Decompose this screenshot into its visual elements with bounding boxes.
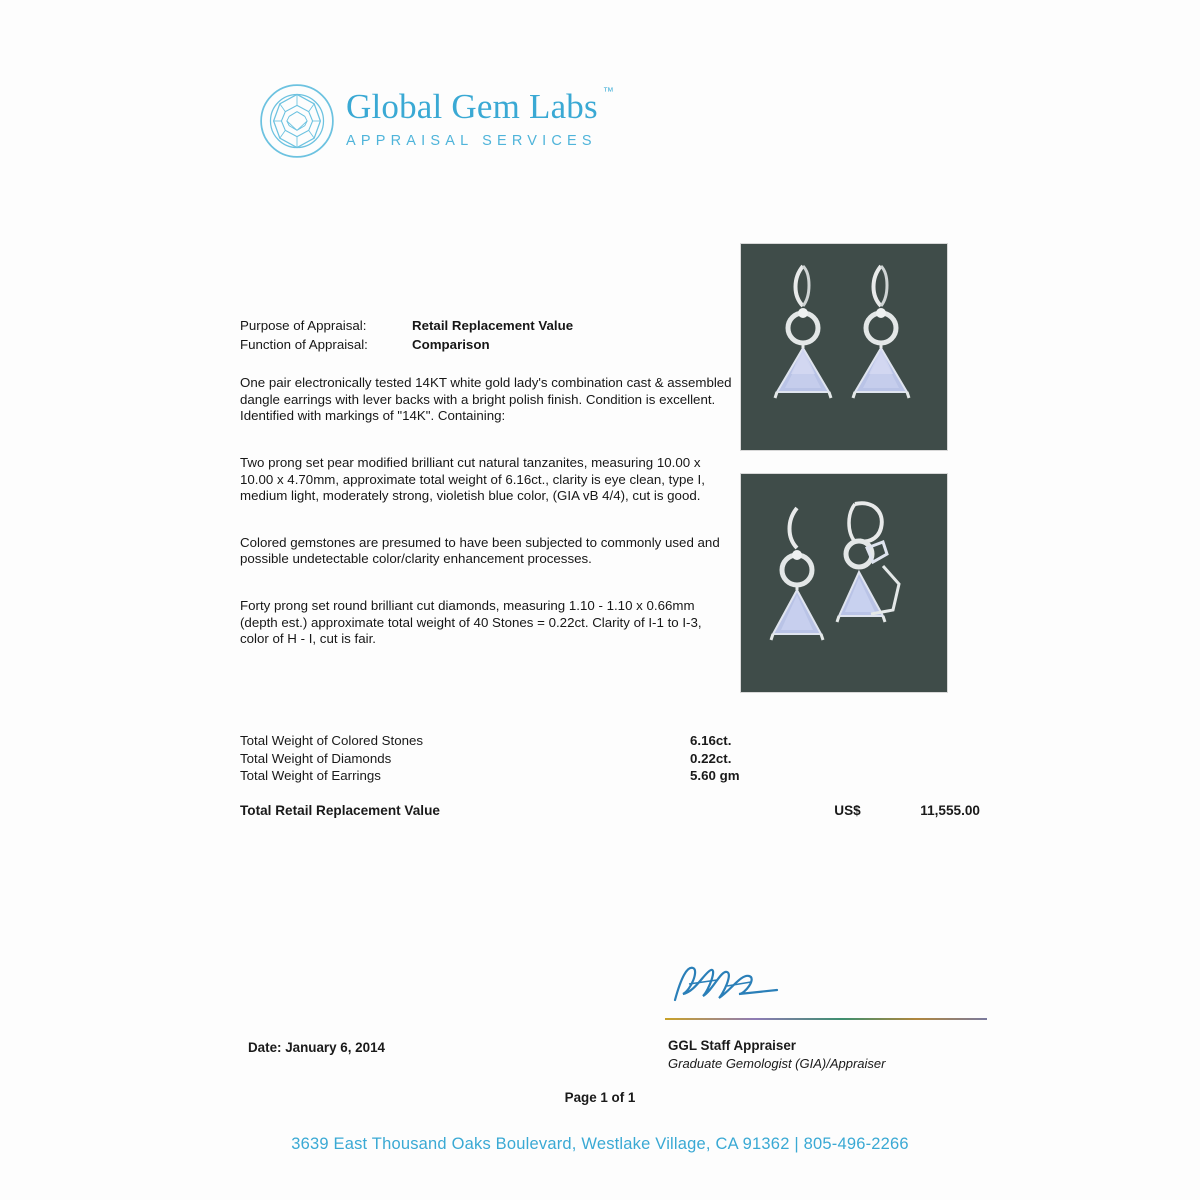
- earrings-photo-side: [740, 473, 948, 693]
- purpose-label: Purpose of Appraisal:: [240, 318, 367, 333]
- table-row: [240, 750, 980, 768]
- total-value: 6.16ct.: [690, 733, 732, 748]
- total-value: 0.22ct.: [690, 750, 732, 766]
- gem-diamond-icon: [258, 82, 336, 160]
- item-description: One pair electronically tested 14KT white gold lady's combination cast & assembled dangle earrings with lever backs with a bright polish finish. Condition is excellent. Identified with markings of "14K". Containing:: [240, 375, 732, 424]
- table-row: [240, 732, 980, 750]
- diamonds-description: Forty prong set round brilliant cut diamonds, measuring 1.10 - 1.10 x 0.66mm (depth est.) approximate total weight of 40 Stones = 0.22ct. Clarity of I-1 to I-3, color of H - I, cut is fair.: [240, 597, 702, 647]
- function-row: [240, 337, 732, 354]
- grand-total-amount: 11,555.00: [920, 803, 980, 818]
- company-tagline: APPRAISAL SERVICES: [346, 133, 597, 149]
- brand-header: [258, 82, 614, 160]
- earrings-photo-front: [740, 243, 948, 451]
- appraiser-name: GGL Staff Appraiser: [668, 1038, 796, 1053]
- function-label: Function of Appraisal:: [240, 336, 368, 352]
- total-value: 5.60 gm: [690, 768, 740, 784]
- colored-stones-description: Two prong set pear modified brilliant cut natural tanzanites, measuring 10.00 x 10.00 x 4.70mm, approximate total weight of 6.16ct., clarity is eye clean, type I, medium light, moderately strong, violetish blue color, (GIA vB 4/4), cut is good.: [240, 454, 705, 504]
- total-label: Total Weight of Earrings: [240, 768, 381, 784]
- trademark-symbol: ™: [602, 86, 614, 98]
- enhancement-disclosure: Colored gemstones are presumed to have been subjected to commonly used and possible undetectable color/clarity enhancement processes.: [240, 534, 720, 567]
- page-number: Page 1 of 1: [564, 1090, 636, 1105]
- purpose-value: Retail Replacement Value: [412, 318, 574, 333]
- total-label: Total Weight of Colored Stones: [240, 733, 424, 748]
- grand-total-currency: US$: [834, 803, 861, 818]
- appraisal-body: [240, 318, 732, 648]
- grand-total-row: [240, 803, 980, 818]
- function-value: Comparison: [412, 336, 490, 352]
- table-row: [240, 767, 980, 785]
- appraiser-credentials: Graduate Gemologist (GIA)/Appraiser: [668, 1056, 886, 1071]
- totals-table: [240, 732, 980, 785]
- signature-line: [665, 1018, 987, 1020]
- footer-address: 3639 East Thousand Oaks Boulevard, Westlake Village, CA 91362 | 805-496-2266: [291, 1135, 909, 1153]
- company-name: Global Gem Labs: [346, 87, 598, 126]
- document-date: Date: January 6, 2014: [248, 1040, 385, 1055]
- grand-total-label: Total Retail Replacement Value: [240, 803, 440, 818]
- purpose-row: [240, 318, 732, 335]
- signature-icon: [665, 960, 795, 1006]
- total-label: Total Weight of Diamonds: [240, 750, 392, 766]
